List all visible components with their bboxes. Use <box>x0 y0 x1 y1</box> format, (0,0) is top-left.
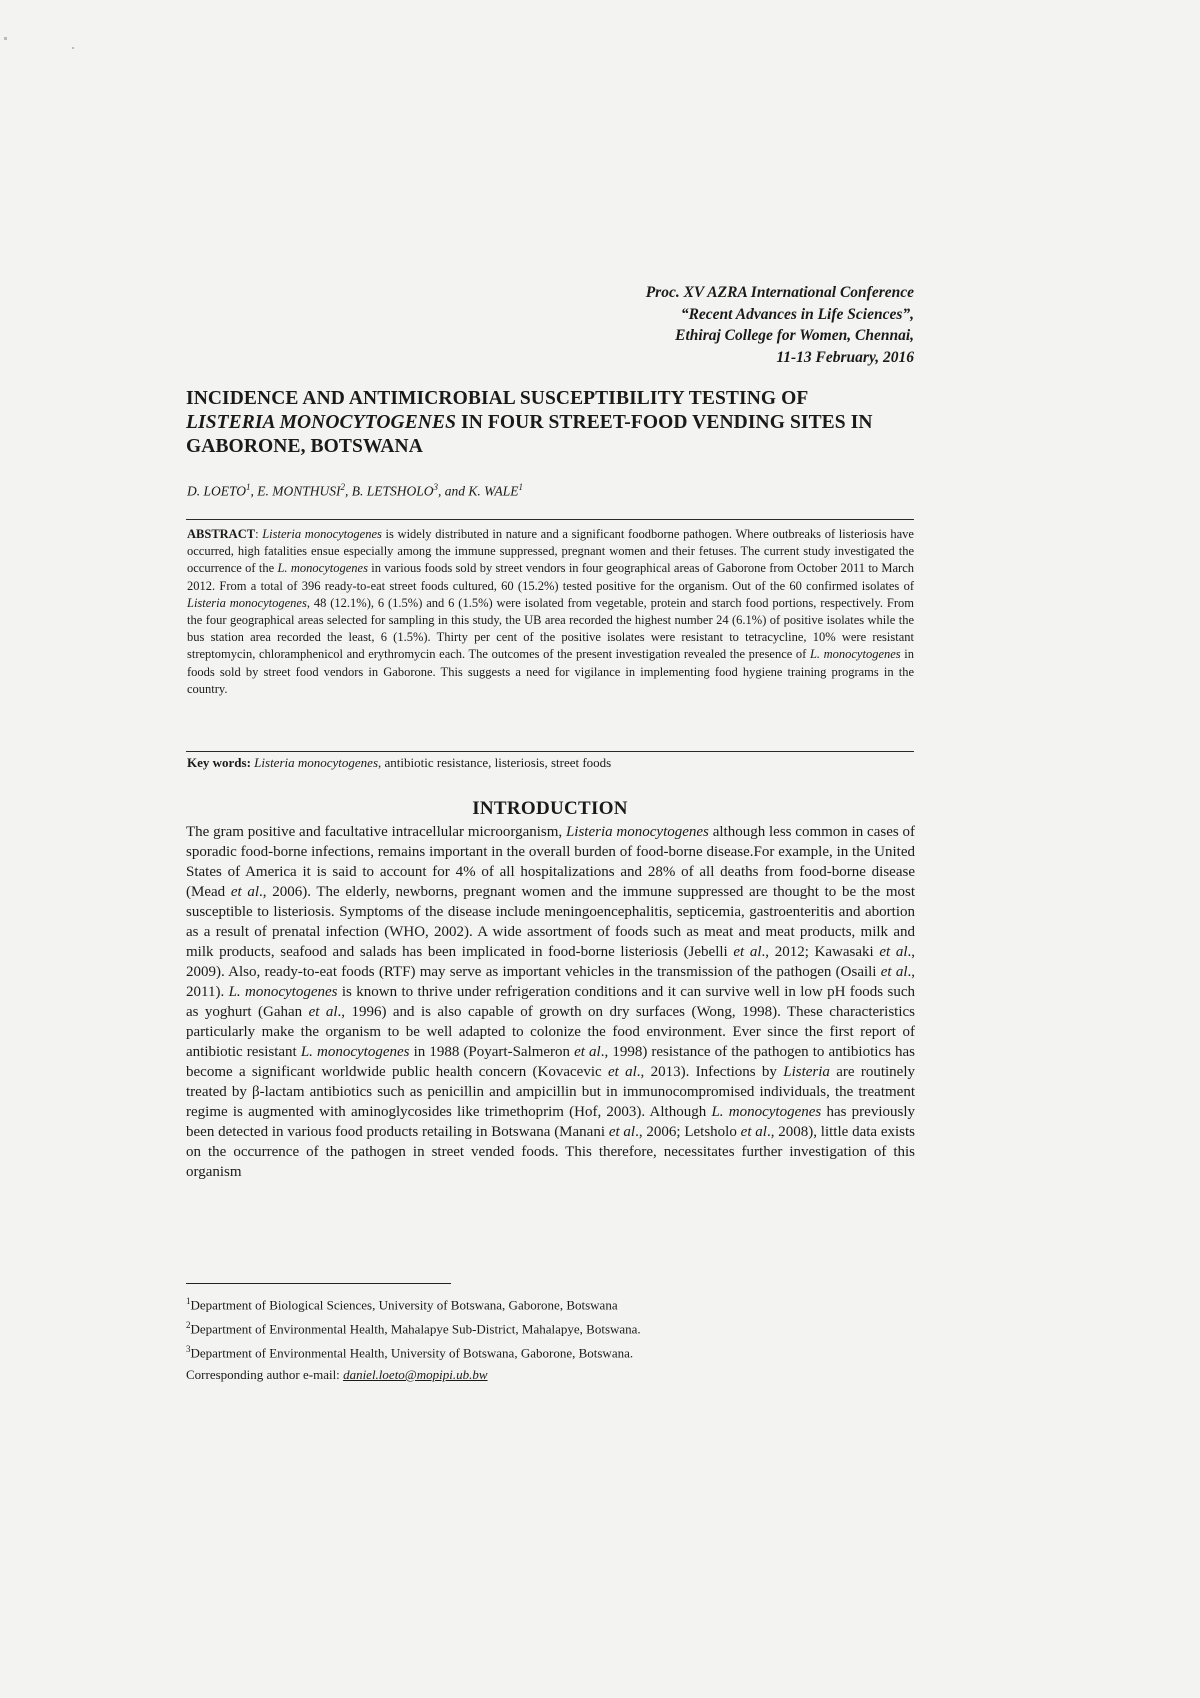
abstract-text: , 48 (12.1%), 6 (1.5%) and 6 (1.5%) were isolated from vegetable, protein and starch food portions, respectively. From the four geographical areas selected for sampling in this study, the UB area recorded the highest number 24 (6.1%) of positive isolates while the bus station area recorded the least, 6 (1.5%). Thirty per cent of the positive isolates were resistant to tetracycline, 10% were resistant streptomycin, chloramphenicol and erythromycin each. The outcomes of the present investigation revealed the presence of <box>187 595 914 662</box>
abstract-text: in various foods sold by street vendors in four geographical areas of Gaborone from October 2011 to March 2012. From a total of 396 ready-to-eat street foods cultured, 60 (15.2%) tested positive for the organism. Out of the 60 confirmed isolates of <box>187 561 914 593</box>
body-italic: et al <box>607 1064 637 1080</box>
author: E. MONTHUSI <box>257 483 341 499</box>
body-italic: et al <box>880 964 908 980</box>
conference-line: Proc. XV AZRA International Conference <box>645 284 914 301</box>
species-name: Listeria monocytogenes <box>187 595 307 610</box>
body-italic: L. monocytogenes <box>711 1104 822 1120</box>
abstract: ABSTRACT: Listeria monocytogenes is widely distributed in nature and a significant foodborne pathogen. Where outbreaks of listeriosis have occurred, high fatalities ensue especially among the immune suppressed, pregnant women and their fetuses. The current study investigated the occurrence of the L. monocytogenes in various foods sold by street vendors in four geographical areas of Gaborone from October 2011 to March 2012. From a total of 396 ready-to-eat street foods cultured, 60 (15.2%) tested positive for the organism. Out of the 60 confirmed isolates of Listeria monocytogenes, 48 (12.1%), 6 (1.5%) and 6 (1.5%) were isolated from vegetable, protein and starch food portions, respectively. From the four geographical areas selected for sampling in this study, the UB area recorded the highest number 24 (6.1%) of positive isolates while the bus station area recorded the least, 6 (1.5%). Thirty per cent of the positive isolates were resistant to tetracycline, 10% were resistant streptomycin, chloramphenicol and erythromycin each. The outcomes of the present investigation revealed the presence of L. monocytogenes in foods sold by street food vendors in Gaborone. This suggests a need for vigilance in implementing food hygiene training programs in the country. <box>187 527 914 696</box>
scan-speck <box>72 47 74 49</box>
body-italic: L. monocytogenes <box>300 1044 410 1060</box>
species-name: L. monocytogenes <box>809 647 901 662</box>
footnote-text: Department of Environmental Health, University of Botswana, Gaborone, Botswana. <box>190 1345 634 1361</box>
body-text: ., 2006; Letsholo <box>635 1124 741 1140</box>
introduction-body <box>186 822 915 1182</box>
affiliation-mark: 1 <box>518 482 523 492</box>
abstract-text: is widely distributed in nature and a significant foodborne pathogen. Where outbreaks of listeriosis have occurred, high fatalities ensue especially among the immune suppressed, pregnant women and their fetuses. The current study investigated the occurrence of the <box>187 527 914 576</box>
abstract-bottom-rule <box>186 751 914 752</box>
body-italic: L. monocytogenes <box>228 984 338 1000</box>
footnote-mark: 2 <box>186 1320 191 1330</box>
body-italic: et al <box>879 944 908 960</box>
body-text: in 1988 (Poyart-Salmeron <box>409 1044 575 1060</box>
abstract-label: ABSTRACT <box>187 527 256 541</box>
body-italic: et al <box>230 884 260 900</box>
species-name: L. monocytogenes <box>277 561 368 576</box>
body-italic: et al <box>608 1124 636 1140</box>
species-name: Listeria monocytogenes <box>262 527 382 541</box>
footnote-mark: 3 <box>186 1344 191 1354</box>
footnote-affiliation-2 <box>186 1320 641 1337</box>
author-list: D. LOETO$^1$, E. MONTHUSI$^2$, B. LETSHOLO$^3$, and K. WALE$^1$ <box>187 482 523 499</box>
footnote-separator <box>186 1283 451 1284</box>
affiliation-mark: 1 <box>246 482 251 492</box>
conference-line: “Recent Advances in Life Sciences”, <box>680 305 914 323</box>
body-text: ., 2013). Infections by <box>636 1064 784 1080</box>
body-text: ., 2009). Also, ready-to-eat foods (RTF) may serve as important vehicles in the transmission of the pathogen (Osaili <box>186 944 915 980</box>
author: D. LOETO <box>187 483 247 499</box>
affiliation-mark: 2 <box>340 482 346 492</box>
body-text: ., 2012; Kawasaki <box>761 944 880 960</box>
footnote-corresponding <box>186 1367 488 1383</box>
body-text: ., 2011). <box>186 964 916 1000</box>
author: K. WALE <box>468 483 519 499</box>
abstract-text: in foods sold by street food vendors in Gaborone. This suggests a need for vigilance in implementing food hygiene training programs in the country. <box>187 647 914 696</box>
footnote-text: Corresponding author e-mail: <box>186 1367 344 1382</box>
affiliation-mark: 3 <box>433 482 439 492</box>
author: B. LETSHOLO <box>351 483 434 499</box>
body-text: ., 2008), little data exists on the occurrence of the pathogen in street vended foods. This therefore, necessitates further investigation of this organism <box>186 1124 916 1180</box>
author-conjunction: and <box>444 483 466 499</box>
email-link[interactable]: daniel.loeto@mopipi.ub.bw <box>343 1367 488 1382</box>
body-text: are routinely treated by β-lactam antibiotics such as penicillin and ampicillin but in immunocompromised individuals, the treatment regime is augmented with aminoglycosides like trimethoprim (Hof, 2003). Although <box>186 1064 916 1120</box>
body-italic: et al <box>574 1044 601 1060</box>
scan-speck <box>4 37 7 40</box>
species-name: Listeria monocytogenes <box>254 755 379 770</box>
conference-header <box>646 282 914 368</box>
conference-line: 11-13 February, 2016 <box>776 348 914 366</box>
body-italic: et al <box>733 944 762 960</box>
keywords-label: Key words: <box>187 755 251 770</box>
body-text: has previously been detected in various food products retailing in Botswana (Manani <box>186 1104 915 1140</box>
footnote-text: Department of Environmental Health, Mahalapye Sub-District, Mahalapye, Botswana. <box>190 1321 641 1337</box>
body-text: although less common in cases of sporadic food-borne infections, remains important in the overall burden of food-borne disease.For example, in the United States of America it is said to account for 4% of all hospitalizations and 28% of all deaths from food-borne disease (Mead <box>186 824 916 900</box>
keywords-text: , antibiotic resistance, listeriosis, street foods <box>378 755 612 770</box>
body-italic: Listeria <box>783 1064 830 1080</box>
body-italic: Listeria monocytogenes <box>565 824 709 840</box>
footnote-affiliation-3 <box>186 1344 633 1361</box>
introduction-heading: INTRODUCTION <box>472 798 628 819</box>
body-text: The gram positive and facultative intracellular microorganism, <box>186 824 566 840</box>
body-text: ., 1996) and is also capable of growth on dry surfaces (Wong, 1998). These characteristics particularly make the organism to be well adapted to colonize the food environment. Ever since the first report of antibiotic resistant <box>186 1004 915 1060</box>
footnote-mark: 1 <box>186 1296 191 1306</box>
footnote-text: Department of Biological Sciences, University of Botswana, Gaborone, Botswana <box>190 1297 618 1313</box>
abstract-top-rule <box>186 519 914 520</box>
conference-line: Ethiraj College for Women, Chennai, <box>675 327 914 344</box>
title-part: IN FOUR STREET-FOOD VENDING SITES IN GABORONE, BOTSWANA <box>186 412 873 457</box>
footnote-affiliation-1 <box>186 1296 618 1313</box>
title-part: INCIDENCE AND ANTIMICROBIAL SUSCEPTIBILITY TESTING OF <box>186 388 809 409</box>
paper-title <box>186 387 926 459</box>
body-italic: et al <box>740 1124 767 1140</box>
body-text: ., 1998) resistance of the pathogen to antibiotics has become a significant worldwide public health concern (Kovacevic <box>186 1044 916 1080</box>
body-text: ., 2006). The elderly, newborns, pregnant women and the immune suppressed are thought to be the most susceptible to listeriosis. Symptoms of the disease include meningoencephalitis, septicemia, gastroenteritis and abortion as a result of prenatal infection (WHO, 2002). A wide assortment of foods such as meat and meat products, milk and milk products, seafood and salads has been implicated in food-borne listeriosis (Jebelli <box>186 884 915 960</box>
title-species: LISTERIA MONOCYTOGENES <box>186 412 457 433</box>
keywords <box>187 755 914 771</box>
body-italic: et al <box>308 1004 338 1020</box>
body-text: is known to thrive under refrigeration conditions and it can survive well in low pH foods such as yoghurt (Gahan <box>186 984 915 1020</box>
